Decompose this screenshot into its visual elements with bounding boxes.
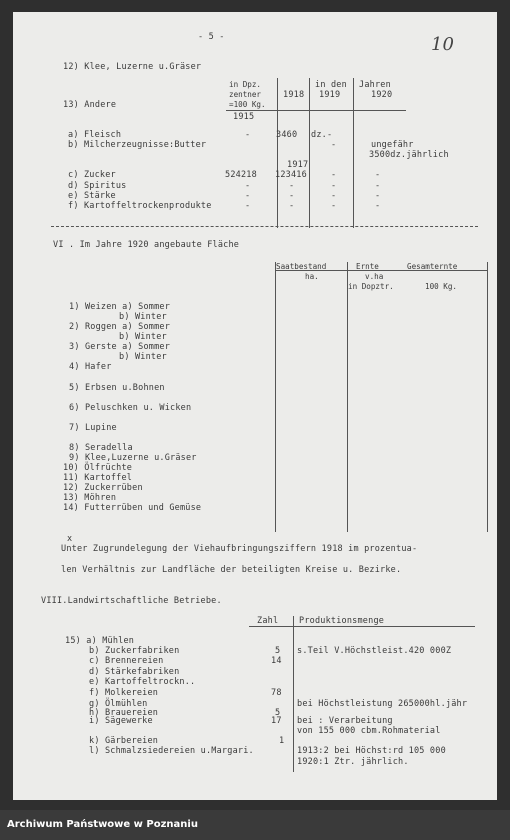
archive-footer [0, 810, 510, 840]
list-item: 2) Roggen a) Sommer [69, 322, 171, 332]
year-1918: 1918 [283, 90, 305, 100]
row-value: 524218 [225, 170, 257, 180]
list-item: 14) Futterrüben und Gemüse [63, 503, 202, 513]
year-1920: 1920 [371, 90, 393, 100]
list-item: 5) Erbsen u.Bohnen [69, 383, 165, 393]
list-item: i) Sägewerke [89, 716, 153, 726]
row-value: - [331, 181, 337, 191]
row-value: - [375, 170, 381, 180]
prod-value: von 155 000 cbm.Rohmaterial [297, 726, 441, 736]
row-value: - [331, 170, 337, 180]
list-item: 8) Seradella [69, 443, 133, 453]
note-line-1: Unter Zugrundelegung der Viehaufbringungsziffern 1918 im prozentua- [61, 544, 418, 554]
col-1920-top: Jahren [359, 80, 391, 90]
zahl-value: 14 [271, 656, 282, 666]
row-label: a) Fleisch [68, 130, 122, 140]
col-ernte-unit: v.ha [365, 272, 384, 281]
col-ernte: Ernte [356, 262, 379, 271]
row-value: 123416 [275, 170, 307, 180]
list-item: k) Gärbereien [89, 736, 159, 746]
col1-header-2: zentner [229, 90, 262, 99]
document-page [13, 12, 497, 800]
zahl-value: 17 [271, 716, 282, 726]
row-value: - [289, 201, 295, 211]
prod-value: bei Höchstleistung 265000hl.jähr [297, 699, 468, 709]
row-label: d) Spiritus [68, 181, 127, 191]
list-item: b) Winter [119, 352, 167, 362]
list-item: 1) Weizen a) Sommer [69, 302, 171, 312]
list-item: d) Stärkefabriken [89, 667, 180, 677]
row-value: ungefähr [371, 140, 414, 150]
prod-value: 1920:1 Ztr. jährlich. [297, 757, 409, 767]
col-zahl: Zahl [257, 616, 279, 626]
list-item: c) Brennereien [89, 656, 164, 666]
list-item: 11) Kartoffel [63, 473, 133, 483]
row-label: b) Milcherzeugnisse:Butter [68, 140, 207, 150]
col-ernte-sub: in Dopztr. [348, 282, 394, 291]
list-item: 12) Zuckerrüben [63, 483, 143, 493]
line-13: 13) Andere [63, 100, 117, 110]
list-item: b) Winter [119, 312, 167, 322]
col-produktionsmenge: Produktionsmenge [299, 616, 385, 626]
handwritten-page-number: 10 [431, 34, 454, 55]
list-item: 10) Ölfrüchte [63, 463, 133, 473]
row-value: 3500dz.jährlich [369, 150, 449, 160]
prod-value: s.Teil V.Höchstleist.420 000Z [297, 646, 452, 656]
prod-value: bei : Verarbeitung [297, 716, 393, 726]
row-value: - [245, 130, 251, 140]
row-label: c) Zucker [68, 170, 116, 180]
row-value: 3460 [276, 130, 298, 140]
list-item: e) Kartoffeltrockn.. [89, 677, 196, 687]
list-item: 3) Gerste a) Sommer [69, 342, 171, 352]
list-item: f) Molkereien [89, 688, 159, 698]
row-label: f) Kartoffeltrockenprodukte [68, 201, 212, 211]
col1-year: 1915 [233, 112, 255, 122]
zahl-value: 5 [275, 708, 281, 718]
col-1919-top: in den [315, 80, 347, 90]
list-item: 13) Möhren [63, 493, 117, 503]
section-viii-title: VIII.Landwirtschaftliche Betriebe. [41, 596, 222, 606]
row-value: - [375, 191, 381, 201]
section-separator [51, 226, 478, 227]
prod-value: 1913:2 bei Höchst:rd 105 000 [297, 746, 446, 756]
row-value: - [331, 191, 337, 201]
col-gesamternte: Gesamternte [407, 262, 458, 271]
list-item: l) Schmalzsiedereien u.Margari. [89, 746, 254, 756]
zahl-value: 1 [279, 736, 285, 746]
section-vi-title: VI . Im Jahre 1920 angebaute Fläche [53, 240, 240, 250]
list-item: 4) Hafer [69, 362, 112, 372]
row-value: - [289, 191, 295, 201]
row-value: - [245, 201, 251, 211]
list-item: b) Zuckerfabriken [89, 646, 180, 656]
year-1919: 1919 [319, 90, 341, 100]
col1-header-3: =100 Kg. [229, 100, 266, 109]
row-value: - [245, 181, 251, 191]
list-item: g) Ölmühlen [89, 699, 148, 709]
row-value: - [289, 181, 295, 191]
row-value: - [331, 140, 337, 150]
line-12: 12) Klee, Luzerne u.Gräser [63, 62, 202, 72]
row-value: - [375, 181, 381, 191]
col-saatbestand: Saatbestand [276, 262, 327, 271]
list-item: 6) Peluschken u. Wicken [69, 403, 192, 413]
page-number: - 5 - [198, 32, 225, 42]
list-item: 9) Klee,Luzerne u.Gräser [69, 453, 197, 463]
row-value: - [331, 201, 337, 211]
col-gesamternte-unit: 100 Kg. [425, 282, 458, 291]
row-label: e) Stärke [68, 191, 116, 201]
zahl-value: 78 [271, 688, 282, 698]
archive-name: Archiwum Państwowe w Poznaniu [7, 819, 198, 830]
row-value: - [375, 201, 381, 211]
list-item: h) Brauereien [89, 708, 159, 718]
note-marker: x [67, 534, 73, 544]
zahl-value: 5 [275, 646, 281, 656]
list-item: 15) a) Mühlen [65, 636, 135, 646]
list-item: b) Winter [119, 332, 167, 342]
row-value: - [245, 191, 251, 201]
col1-header-1: in Dpz. [229, 80, 262, 89]
list-item: 7) Lupine [69, 423, 117, 433]
row-value: dz.- [311, 130, 333, 140]
col-saatbestand-unit: ha. [305, 272, 319, 281]
note-line-2: len Verhältnis zur Landfläche der beteiligten Kreise u. Bezirke. [61, 565, 402, 575]
year-1917: 1917 [287, 160, 309, 170]
